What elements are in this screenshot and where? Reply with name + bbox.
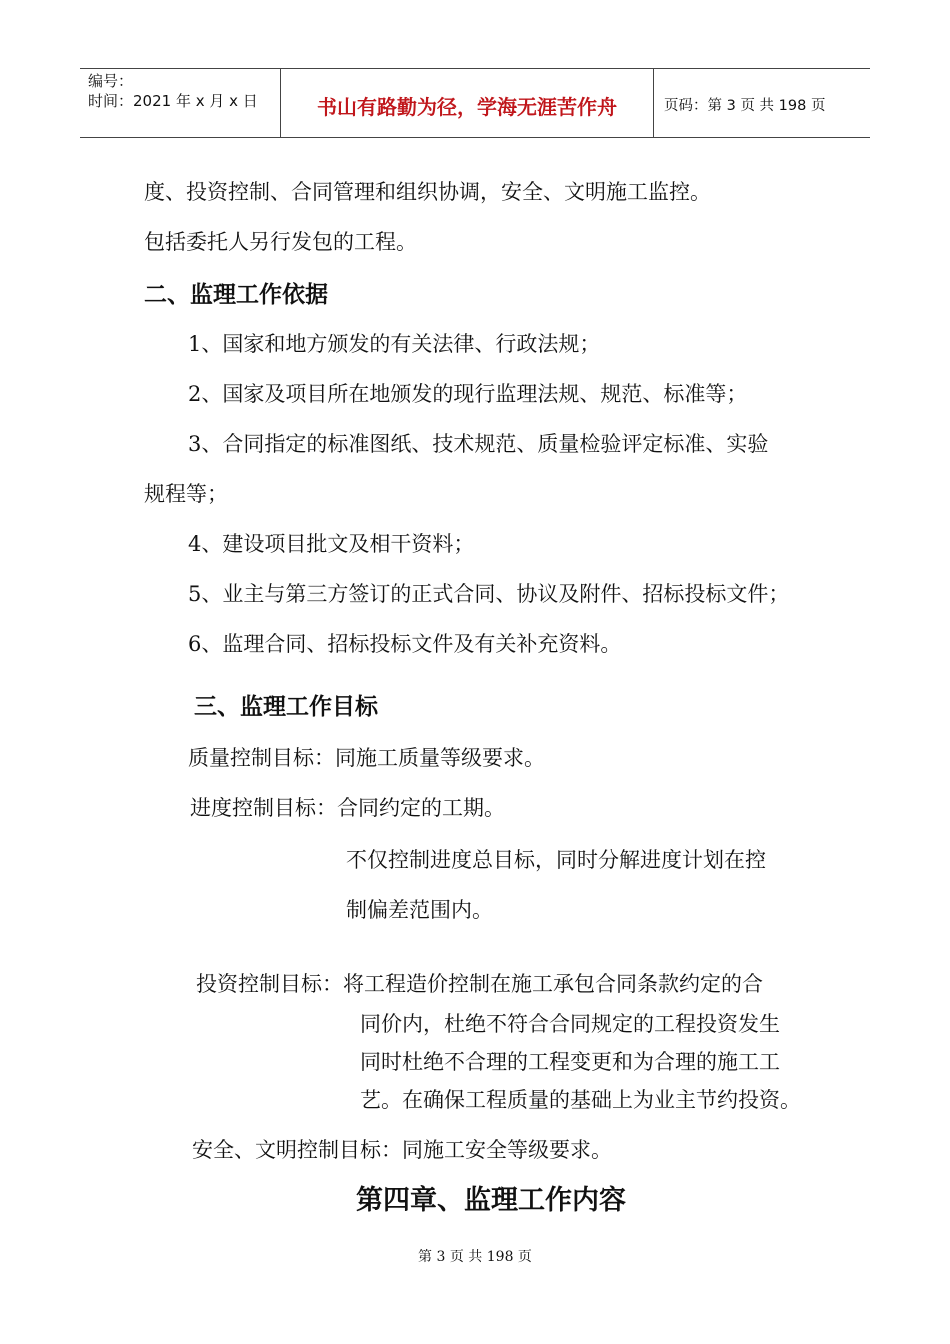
header-divider [280,69,281,137]
header-motto: 书山有路勤为径，学海无涯苦作舟 [317,95,617,119]
goal-progress-detail: 不仅控制进度总目标，同时分解进度计划在控 [346,848,766,872]
paragraph: 包括委托人另行发包的工程。 [144,230,417,254]
time-label: 时间：2021 年 x 月 x 日 [88,92,258,110]
section-heading: 二、监理工作依据 [144,282,328,308]
goal-safety: 安全、文明控制目标：同施工安全等级要求。 [192,1138,612,1162]
goal-progress-detail: 制偏差范围内。 [346,898,493,922]
goal-quality: 质量控制目标：同施工质量等级要求。 [188,746,545,770]
page-footer: 第 3 页 共 198 页 [418,1249,532,1265]
goal-investment: 投资控制目标：将工程造价控制在施工承包合同条款约定的合 [196,972,763,996]
basis-item: 6、监理合同、招标投标文件及有关补充资料。 [188,632,622,656]
basis-item: 4、建设项目批文及相干资料； [188,532,475,556]
page-header [80,68,870,138]
header-meta [88,71,258,111]
chapter-heading: 第四章、监理工作内容 [356,1185,626,1216]
goal-investment-detail: 同价内，杜绝不符合合同规定的工程投资发生 [360,1012,780,1036]
header-divider [653,69,654,137]
basis-item: 规程等； [144,482,228,506]
section-heading: 三、监理工作目标 [194,694,378,720]
goal-investment-detail: 艺。在确保工程质量的基础上为业主节约投资。 [360,1088,801,1112]
goal-investment-detail: 同时杜绝不合理的工程变更和为合理的施工工 [360,1050,780,1074]
header-page-label: 页码：第 3 页 共 198 页 [664,98,826,114]
basis-item: 5、业主与第三方签订的正式合同、协议及附件、招标投标文件； [188,582,790,606]
goal-progress: 进度控制目标：合同约定的工期。 [190,796,505,820]
basis-item: 2、国家及项目所在地颁发的现行监理法规、规范、标准等； [188,382,748,406]
paragraph: 度、投资控制、合同管理和组织协调，安全、文明施工监控。 [144,180,711,204]
number-label: 编号： [88,72,134,90]
basis-item: 1、国家和地方颁发的有关法律、行政法规； [188,332,601,356]
basis-item: 3、合同指定的标准图纸、技术规范、质量检验评定标准、实验 [188,432,769,456]
